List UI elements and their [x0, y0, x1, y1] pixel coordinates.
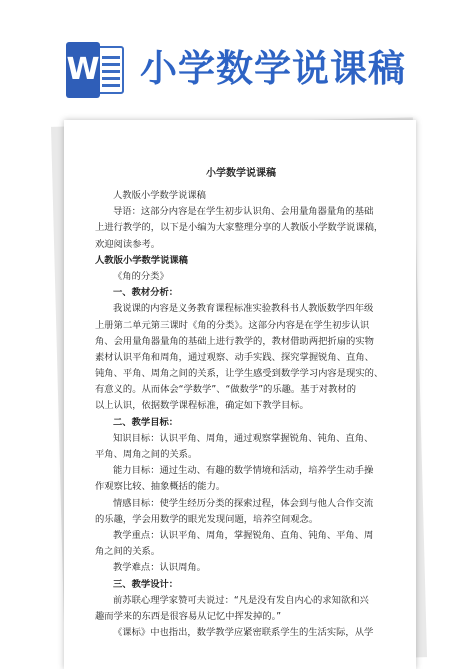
doc-section-heading: 三、教学设计： [113, 578, 179, 590]
document-body [95, 166, 387, 641]
word-badge: W [66, 42, 100, 98]
doc-line: 教学重点：认识平角、周角，掌握锐角、直角、钝角、平角、周 [113, 529, 374, 541]
doc-title: 小学数学说课稿 [206, 168, 276, 179]
doc-line: 导语：这部分内容是在学生初步认识角、会用量角器量角的基础 [113, 206, 374, 218]
doc-section-heading: 一、教材分析： [113, 287, 179, 299]
doc-section-heading: 二、教学目标： [113, 416, 179, 428]
doc-line: 知识目标：认识平角、周角，通过观察掌握锐角、钝角、直角、 [113, 432, 374, 444]
doc-line: 角之间的关系。 [95, 546, 161, 558]
doc-line: 趣而学来的东西是很容易从记忆中挥发掉的。” [95, 610, 282, 622]
header-title: 小学数学说课稿 [140, 47, 406, 90]
doc-line: 我说课的内容是义务教育课程标准实验教科书人教版数学四年级 [113, 303, 374, 315]
doc-line: 《课标》中也指出，数学教学应紧密联系学生的生活实际，从学 [113, 627, 374, 639]
doc-line: 上进行教学的，以下是小编为大家整理分享的人教版小学数学说课稿， [95, 222, 384, 234]
doc-line: 情感目标：使学生经历分类的探索过程，体会到与他人合作交流 [113, 497, 374, 509]
doc-line: 上册第二单元第三课时《角的分类》。这部分内容是在学生初步认识 [95, 319, 370, 331]
doc-line: 欢迎阅读参考。 [95, 238, 161, 250]
header-banner [0, 0, 474, 118]
doc-line: 能力目标：通过生动、有趣的数学情境和活动，培养学生动手操 [113, 465, 374, 477]
word-document-icon [66, 42, 126, 98]
doc-subheading: 《角的分类》 [113, 270, 169, 282]
doc-line: 素材认识平角和周角，通过观察、动手实践、探究掌握锐角、直角、 [95, 351, 374, 363]
doc-line: 有意义的。从而体会“学数学”、“做数学”的乐趣。基于对教材的 [95, 384, 356, 396]
doc-line: 角、会用量角器量角的基础上进行教学的，教材借助两把折扇的实物 [95, 335, 374, 347]
doc-heading: 人教版小学数学说课稿 [95, 254, 188, 266]
doc-line: 钝角、平角、周角之间的关系，让学生感受到数学学习内容是现实的、 [95, 368, 384, 380]
document-page [64, 120, 416, 669]
doc-line: 人教版小学数学说课稿 [113, 190, 206, 201]
doc-line: 教学难点：认识周角。 [113, 562, 206, 574]
doc-line: 前苏联心理学家赞可夫说过：“凡是没有发自内心的求知欲和兴 [113, 594, 369, 606]
doc-line: 平角、周角之间的关系。 [95, 449, 198, 460]
doc-line: 作观察比较、抽象概括的能力。 [95, 481, 226, 493]
doc-line: 的乐趣，学会用数学的眼光发现问题，培养空间观念。 [95, 513, 319, 525]
doc-line: 以上认识，依据数学课程标准，确定如下教学目标。 [95, 400, 309, 412]
